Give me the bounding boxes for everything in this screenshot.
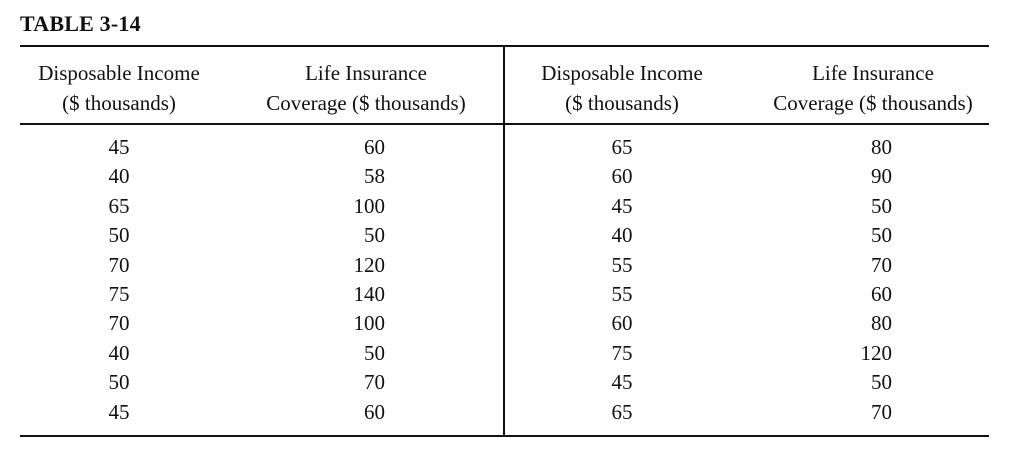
table-cell: 45 <box>108 399 130 424</box>
table-cell: 90 <box>871 164 892 189</box>
table-cell: 45 <box>611 370 633 395</box>
table-cell: 100 <box>353 311 385 336</box>
table-cell: 60 <box>611 164 633 189</box>
header-line: Disposable Income <box>541 61 703 85</box>
table-cell: 75 <box>611 340 633 365</box>
table-cell: 65 <box>108 193 130 218</box>
table-cell: 40 <box>108 340 130 365</box>
table-cell: 60 <box>364 135 385 159</box>
table-cell: 70 <box>108 311 130 336</box>
table-cell: 58 <box>364 164 385 189</box>
table-cell: 140 <box>353 281 385 306</box>
table-cell: 60 <box>611 311 633 336</box>
table-cell: 80 <box>871 135 892 159</box>
table-cell: 70 <box>108 252 130 277</box>
table-cell: 45 <box>108 135 130 159</box>
table-cell: 50 <box>108 370 130 395</box>
table-cell: 40 <box>108 164 130 189</box>
column-left-income <box>20 133 218 427</box>
column-right-income <box>523 133 721 427</box>
table-cell: 50 <box>871 223 892 248</box>
table-cell: 70 <box>364 370 385 395</box>
table-cell: 55 <box>611 252 633 277</box>
column-group-divider <box>503 45 505 437</box>
header-line: Disposable Income <box>38 61 200 85</box>
column-right-coverage <box>800 133 892 427</box>
table-cell: 60 <box>364 399 385 424</box>
table-cell: 100 <box>353 193 385 218</box>
table-cell: 120 <box>353 252 385 277</box>
table-cell: 55 <box>611 281 633 306</box>
table-cell: 45 <box>611 193 633 218</box>
table-cell: 65 <box>611 135 633 159</box>
header-line: Life Insurance <box>812 61 934 85</box>
table-cell: 50 <box>871 370 892 395</box>
header-disposable-income-left <box>20 58 218 118</box>
table-cell: 60 <box>871 281 892 306</box>
table-cell: 65 <box>611 399 633 424</box>
header-line: Life Insurance <box>305 61 427 85</box>
header-line: Coverage ($ thousands) <box>773 91 973 115</box>
table-cell: 70 <box>871 252 892 277</box>
header-life-insurance-left <box>248 58 484 118</box>
table-cell: 120 <box>860 340 892 365</box>
table-cell: 70 <box>871 399 892 424</box>
header-line: ($ thousands) <box>565 91 679 115</box>
table-title: TABLE 3-14 <box>20 11 141 36</box>
table-cell: 50 <box>364 223 385 248</box>
header-line: ($ thousands) <box>62 91 176 115</box>
table-cell: 75 <box>108 281 130 306</box>
table-cell: 50 <box>871 193 892 218</box>
table-cell: 80 <box>871 311 892 336</box>
header-line: Coverage ($ thousands) <box>266 91 466 115</box>
header-life-insurance-right <box>753 58 993 118</box>
table-cell: 50 <box>364 340 385 365</box>
column-left-coverage <box>300 133 385 427</box>
table-cell: 50 <box>108 223 130 248</box>
header-disposable-income-right <box>523 58 721 118</box>
table-cell: 40 <box>611 223 633 248</box>
